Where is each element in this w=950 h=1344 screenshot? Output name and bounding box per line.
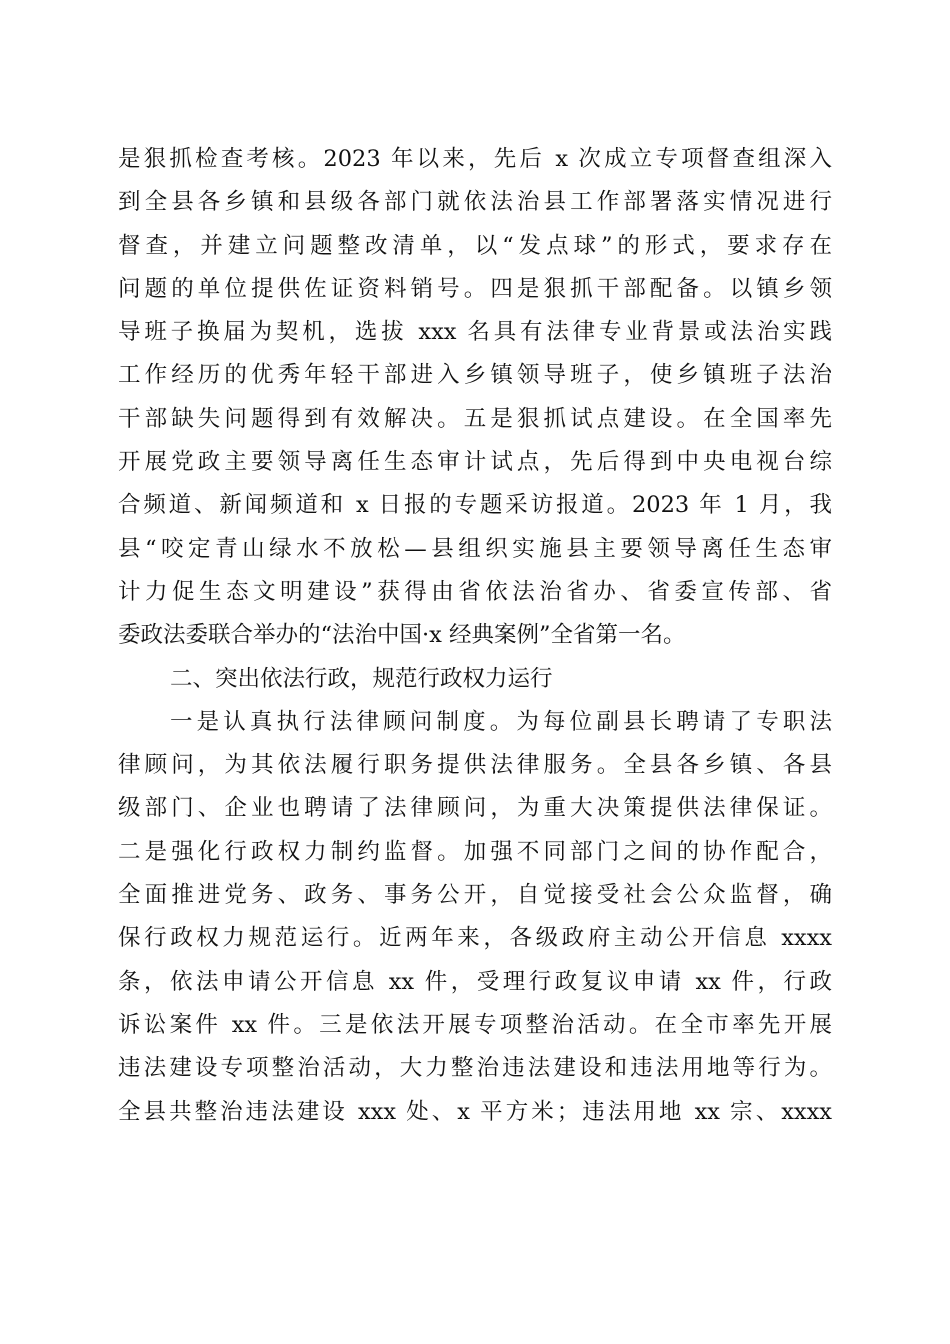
- paragraph-line: 违法建设专项整治活动，大力整治违法建设和违法用地等行为。: [118, 1055, 832, 1082]
- paragraph-line: 保行政权力规范运行。近两年来，各级政府主动公开信息 xxxx: [118, 925, 832, 952]
- paragraph-line: 干部缺失问题得到有效解决。五是狠抓试点建设。在全国率先: [118, 405, 832, 432]
- paragraph-line: 开展党政主要领导离任生态审计试点，先后得到中央电视台综: [118, 449, 832, 476]
- paragraph-line: 是狠抓检查考核。2023 年以来，先后 x 次成立专项督查组深入: [118, 146, 832, 172]
- paragraph-line: 到全县各乡镇和县级各部门就依法治县工作部署落实情况进行: [118, 189, 832, 216]
- paragraph-line: 问题的单位提供佐证资料销号。四是狠抓干部配备。以镇乡领: [118, 275, 832, 302]
- paragraph-line: 委政法委联合举办的“法治中国·x 经典案例”全省第一名。: [118, 622, 686, 649]
- paragraph-line: 合频道、新闻频道和 x 日报的专题采访报道。2023 年 1 月，我: [118, 492, 832, 519]
- paragraph-line: 诉讼案件 xx 件。三是依法开展专项整治活动。在全市率先开展: [118, 1011, 832, 1038]
- paragraph-line: 督查，并建立问题整改清单，以“发点球”的形式，要求存在: [118, 232, 832, 259]
- document-body: [118, 138, 832, 1134]
- paragraph-line: 律顾问，为其依法履行职务提供法律服务。全县各乡镇、各县: [118, 752, 832, 779]
- paragraph-line: 工作经历的优秀年轻干部进入乡镇领导班子，使乡镇班子法治: [118, 362, 832, 389]
- paragraph-line: 级部门、企业也聘请了法律顾问，为重大决策提供法律保证。: [118, 795, 832, 822]
- paragraph-line: 全县共整治违法建设 xxx 处、x 平方米；违法用地 xx 宗、xxxx: [118, 1098, 832, 1125]
- paragraph-line: 导班子换届为契机，选拔 xxx 名具有法律专业背景或法治实践: [118, 319, 832, 346]
- paragraph-line: 条，依法申请公开信息 xx 件，受理行政复议申请 xx 件，行政: [118, 968, 832, 995]
- paragraph-line: 全面推进党务、政务、事务公开，自觉接受社会公众监督，确: [118, 882, 832, 909]
- paragraph-line: 一是认真执行法律顾问制度。为每位副县长聘请了专职法: [170, 708, 832, 735]
- section-heading: 二、突出依法行政，规范行政权力运行: [170, 665, 553, 692]
- paragraph-line: 计力促生态文明建设”获得由省依法治省办、省委宣传部、省: [118, 578, 832, 605]
- paragraph-line: 二是强化行政权力制约监督。加强不同部门之间的协作配合，: [118, 838, 832, 865]
- paragraph-line: 县“咬定青山绿水不放松—县组织实施县主要领导离任生态审: [118, 535, 832, 562]
